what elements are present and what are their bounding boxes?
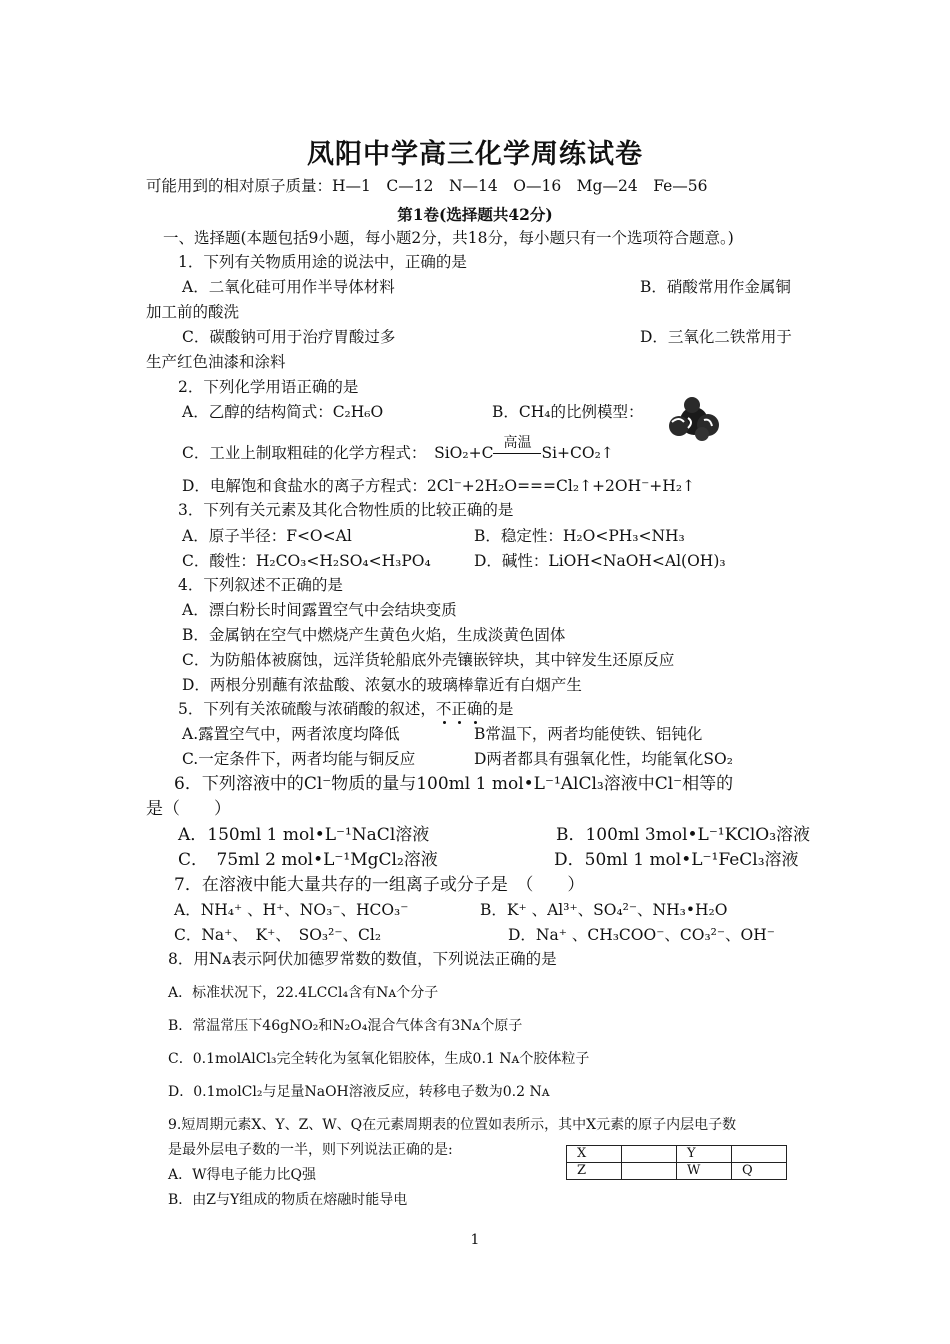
q5-option-d: D两者都具有强氧化性，均能氧化SO₂ bbox=[474, 750, 733, 768]
q3-option-c: C．酸性：H₂CO₃<H₂SO₄<H₃PO₄ bbox=[182, 552, 431, 570]
q3-option-b: B．稳定性：H₂O<PH₃<NH₃ bbox=[474, 527, 685, 545]
emphasis-char: 正 bbox=[451, 700, 467, 718]
page-number: 1 bbox=[470, 1232, 480, 1248]
table-cell: Q bbox=[732, 1163, 787, 1180]
q5-option-b: B常温下，两者均能使铁、铝钝化 bbox=[474, 725, 703, 743]
q7-option-a: A．NH₄⁺ 、H⁺、NO₃⁻、HCO₃⁻ bbox=[174, 901, 409, 919]
emphasis-char: 确 bbox=[466, 700, 483, 718]
q9-option-b: B．由Z与Y组成的物质在熔融时能导电 bbox=[168, 1192, 408, 1208]
q4-option-a: A．漂白粉长时间露置空气中会结块变质 bbox=[182, 601, 457, 619]
q2-c-left: C．工业上制取粗硅的化学方程式： SiO₂+C bbox=[182, 444, 494, 462]
q6-option-d: D．50ml 1 mol•L⁻¹FeCl₃溶液 bbox=[554, 850, 799, 870]
table-cell bbox=[622, 1163, 677, 1180]
q8-stem: 8．用Nᴀ表示阿伏加德罗常数的数值，下列说法正确的是 bbox=[168, 950, 557, 968]
q1-option-a: A．二氧化硅可用作半导体材料 bbox=[182, 278, 395, 296]
periodic-table-fragment bbox=[566, 1145, 787, 1180]
q7-option-b: B．K⁺ 、Al³⁺、SO₄²⁻、NH₃•H₂O bbox=[480, 901, 728, 919]
q9-stem: 9.短周期元素X、Y、Z、W、Q在元素周期表的位置如表所示，其中X元素的原子内层电子数 bbox=[168, 1117, 737, 1133]
q3-option-a: A．原子半径：F<O<Al bbox=[182, 527, 352, 545]
q6-option-a: A．150ml 1 mol•L⁻¹NaCl溶液 bbox=[178, 825, 430, 845]
q5-stem-pre: 5．下列有关浓硫酸与浓硝酸的叙述， bbox=[178, 700, 436, 718]
table-cell: W bbox=[677, 1163, 732, 1180]
q9-stem-cont: 是最外层电子数的一半，则下列说法正确的是: bbox=[168, 1142, 453, 1158]
q6-stem-cont: 是（ ） bbox=[146, 799, 231, 819]
q3-option-d: D．碱性：LiOH<NaOH<Al(OH)₃ bbox=[474, 552, 726, 570]
table-cell: Y bbox=[677, 1146, 732, 1163]
q2-c-right: Si+CO₂↑ bbox=[541, 444, 614, 462]
q5-option-c: C.一定条件下，两者均能与铜反应 bbox=[182, 750, 416, 768]
reaction-arrow bbox=[493, 453, 541, 454]
section-heading: 第1卷(选择题共42分) bbox=[397, 205, 553, 224]
q8-option-d: D．0.1molCl₂与足量NaOH溶液反应，转移电子数为0.2 Nᴀ bbox=[168, 1084, 550, 1100]
q6-option-b: B．100ml 3mol•L⁻¹KClO₃溶液 bbox=[556, 825, 811, 845]
table-cell: X bbox=[567, 1146, 622, 1163]
atomic-masses: 可能用到的相对原子质量：H—1 C—12 N—14 O—16 Mg—24 Fe—56 bbox=[146, 177, 708, 195]
q2-option-d: D．电解饱和食盐水的离子方程式：2Cl⁻+2H₂O===Cl₂↑+2OH⁻+H₂↑ bbox=[182, 477, 696, 495]
q1-option-b: B．硝酸常用作金属铜 bbox=[640, 278, 791, 296]
q1-stem: 1．下列有关物质用途的说法中，正确的是 bbox=[178, 253, 467, 271]
table-cell bbox=[622, 1146, 677, 1163]
q2-option-c bbox=[182, 435, 614, 463]
reaction-condition-label: 高温 bbox=[503, 435, 532, 451]
table-cell: Z bbox=[567, 1163, 622, 1180]
q3-stem: 3．下列有关元素及其化合物性质的比较正确的是 bbox=[178, 501, 514, 519]
reaction-condition bbox=[493, 435, 541, 463]
emphasis-char: 不 bbox=[435, 700, 452, 718]
q8-option-b: B．常温常压下46gNO₂和N₂O₄混合气体含有3Nᴀ个原子 bbox=[168, 1018, 523, 1034]
q1-option-d-cont: 生产红色油漆和涂料 bbox=[146, 353, 286, 371]
q9-option-a: A．W得电子能力比Q强 bbox=[168, 1167, 316, 1183]
q4-option-d: D．两根分别蘸有浓盐酸、浓氨水的玻璃棒靠近有白烟产生 bbox=[182, 676, 582, 694]
page-title: 凤阳中学高三化学周练试卷 bbox=[307, 139, 643, 170]
ch4-model-icon bbox=[664, 392, 724, 444]
q6-option-c: C． 75ml 2 mol•L⁻¹MgCl₂溶液 bbox=[178, 850, 438, 870]
q7-stem: 7．在溶液中能大量共存的一组离子或分子是 （ ） bbox=[174, 875, 585, 895]
table-cell bbox=[732, 1146, 787, 1163]
q8-option-c: C．0.1molAlCl₃完全转化为氢氧化铝胶体，生成0.1 Nᴀ个胶体粒子 bbox=[168, 1051, 590, 1067]
q2-stem: 2．下列化学用语正确的是 bbox=[178, 378, 359, 396]
q5-stem bbox=[178, 699, 513, 719]
q7-option-c: C．Na⁺、 K⁺、 SO₃²⁻、Cl₂ bbox=[174, 926, 382, 944]
q7-option-d: D．Na⁺ 、CH₃COO⁻、CO₃²⁻、OH⁻ bbox=[508, 926, 775, 944]
q4-option-c: C．为防船体被腐蚀，远洋货轮船底外壳镶嵌锌块，其中锌发生还原反应 bbox=[182, 651, 675, 669]
q6-stem: 6．下列溶液中的Cl⁻物质的量与100ml 1 mol•L⁻¹AlCl₃溶液中Cl⁻相等的 bbox=[174, 774, 734, 794]
q4-option-b: B．金属钠在空气中燃烧产生黄色火焰，生成淡黄色固体 bbox=[182, 626, 566, 644]
q5-option-a: A.露置空气中，两者浓度均降低 bbox=[182, 725, 400, 743]
q2-option-b: B．CH₄的比例模型： bbox=[492, 403, 644, 421]
q1-option-c: C．碳酸钠可用于治疗胃酸过多 bbox=[182, 328, 396, 346]
q1-option-b-cont: 加工前的酸洗 bbox=[146, 303, 240, 321]
q8-option-a: A．标准状况下，22.4LCCl₄含有Nᴀ个分子 bbox=[168, 985, 439, 1001]
q5-stem-post: 的是 bbox=[482, 700, 514, 718]
table-row bbox=[567, 1146, 787, 1163]
q1-option-d: D．三氧化二铁常用于 bbox=[640, 328, 792, 346]
table-row bbox=[567, 1163, 787, 1180]
q2-option-a: A．乙醇的结构简式：C₂H₆O bbox=[182, 403, 384, 421]
part-intro: 一、选择题(本题包括9小题，每小题2分，共18分，每小题只有一个选项符合题意。) bbox=[163, 229, 734, 247]
q4-stem: 4．下列叙述不正确的是 bbox=[178, 576, 343, 594]
